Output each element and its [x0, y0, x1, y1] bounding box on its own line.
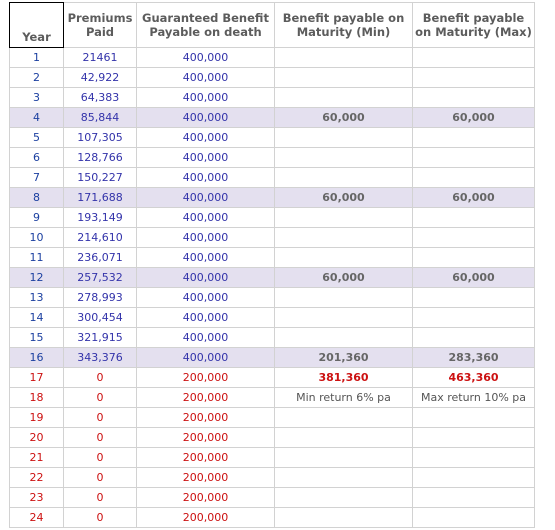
- year-cell: 1: [10, 48, 64, 68]
- maturity-min-cell: [275, 448, 413, 468]
- maturity-min-cell: [275, 288, 413, 308]
- maturity-max-cell: [413, 168, 535, 188]
- table-row: [10, 308, 535, 328]
- death-benefit-cell: 400,000: [137, 88, 275, 108]
- header-row: [10, 3, 535, 48]
- maturity-min-cell: [275, 168, 413, 188]
- table-row: [10, 268, 535, 288]
- maturity-min-cell: [275, 248, 413, 268]
- year-cell: 3: [10, 88, 64, 108]
- maturity-min-cell: [275, 468, 413, 488]
- premium-cell: 0: [64, 388, 137, 408]
- table-row: [10, 108, 535, 128]
- table-row: [10, 328, 535, 348]
- maturity-max-cell: [413, 328, 535, 348]
- maturity-max-cell: 463,360: [413, 368, 535, 388]
- death-benefit-cell: 200,000: [137, 388, 275, 408]
- premium-cell: 0: [64, 368, 137, 388]
- maturity-min-cell: [275, 228, 413, 248]
- death-benefit-cell: 200,000: [137, 368, 275, 388]
- year-cell: 13: [10, 288, 64, 308]
- table-row: [10, 348, 535, 368]
- premium-cell: 64,383: [64, 88, 137, 108]
- death-benefit-cell: 400,000: [137, 108, 275, 128]
- maturity-min-cell: [275, 508, 413, 528]
- year-cell: 9: [10, 208, 64, 228]
- maturity-min-cell: [275, 408, 413, 428]
- death-benefit-cell: 200,000: [137, 468, 275, 488]
- year-cell: 21: [10, 448, 64, 468]
- table-row: [10, 68, 535, 88]
- maturity-max-cell: [413, 128, 535, 148]
- maturity-max-cell: [413, 428, 535, 448]
- maturity-max-cell: [413, 88, 535, 108]
- maturity-max-cell: 283,360: [413, 348, 535, 368]
- year-cell: 24: [10, 508, 64, 528]
- year-cell: 16: [10, 348, 64, 368]
- death-benefit-cell: 400,000: [137, 48, 275, 68]
- death-benefit-cell: 400,000: [137, 168, 275, 188]
- premium-cell: 0: [64, 448, 137, 468]
- year-cell: 15: [10, 328, 64, 348]
- benefit-table: [9, 2, 535, 528]
- table-row: [10, 248, 535, 268]
- table-row: [10, 148, 535, 168]
- table-row: [10, 128, 535, 148]
- death-benefit-cell: 400,000: [137, 128, 275, 148]
- premium-cell: 42,922: [64, 68, 137, 88]
- maturity-max-cell: [413, 488, 535, 508]
- maturity-max-cell: [413, 48, 535, 68]
- maturity-min-cell: [275, 328, 413, 348]
- maturity-min-cell: [275, 48, 413, 68]
- maturity-max-cell: [413, 408, 535, 428]
- table-row: [10, 508, 535, 528]
- maturity-min-cell: 381,360: [275, 368, 413, 388]
- maturity-max-cell: 60,000: [413, 268, 535, 288]
- death-benefit-cell: 400,000: [137, 288, 275, 308]
- premium-cell: 150,227: [64, 168, 137, 188]
- death-benefit-cell: 400,000: [137, 328, 275, 348]
- maturity-min-cell: [275, 88, 413, 108]
- premium-cell: 321,915: [64, 328, 137, 348]
- maturity-max-cell: 60,000: [413, 108, 535, 128]
- maturity-min-cell: 60,000: [275, 108, 413, 128]
- maturity-max-cell: [413, 208, 535, 228]
- year-cell: 6: [10, 148, 64, 168]
- death-benefit-cell: 400,000: [137, 208, 275, 228]
- maturity-min-cell: 60,000: [275, 188, 413, 208]
- year-cell: 14: [10, 308, 64, 328]
- premium-cell: 214,610: [64, 228, 137, 248]
- premium-cell: 0: [64, 508, 137, 528]
- death-benefit-cell: 200,000: [137, 428, 275, 448]
- premium-cell: 0: [64, 408, 137, 428]
- maturity-max-cell: Max return 10% pa: [413, 388, 535, 408]
- maturity-max-cell: [413, 508, 535, 528]
- table-row: [10, 168, 535, 188]
- death-benefit-cell: 400,000: [137, 248, 275, 268]
- table-row: [10, 488, 535, 508]
- maturity-max-cell: 60,000: [413, 188, 535, 208]
- premium-cell: 278,993: [64, 288, 137, 308]
- maturity-min-cell: [275, 68, 413, 88]
- maturity-min-cell: 201,360: [275, 348, 413, 368]
- column-header-maturity-min: Benefit payable on Maturity (Min): [275, 3, 413, 48]
- premium-cell: 21461: [64, 48, 137, 68]
- premium-cell: 85,844: [64, 108, 137, 128]
- benefit-table-container: [9, 2, 535, 528]
- death-benefit-cell: 200,000: [137, 408, 275, 428]
- year-cell: 22: [10, 468, 64, 488]
- column-header-death-benefit: Guaranteed Benefit Payable on death: [137, 3, 275, 48]
- premium-cell: 107,305: [64, 128, 137, 148]
- table-row: [10, 468, 535, 488]
- death-benefit-cell: 400,000: [137, 308, 275, 328]
- premium-cell: 300,454: [64, 308, 137, 328]
- premium-cell: 236,071: [64, 248, 137, 268]
- year-cell: 8: [10, 188, 64, 208]
- table-row: [10, 228, 535, 248]
- table-row: [10, 428, 535, 448]
- year-cell: 18: [10, 388, 64, 408]
- maturity-min-cell: [275, 428, 413, 448]
- table-row: [10, 48, 535, 68]
- column-header-maturity-max: Benefit payable on Maturity (Max): [413, 3, 535, 48]
- premium-cell: 0: [64, 488, 137, 508]
- year-cell: 12: [10, 268, 64, 288]
- year-cell: 20: [10, 428, 64, 448]
- year-cell: 19: [10, 408, 64, 428]
- maturity-max-cell: [413, 308, 535, 328]
- table-header: [10, 3, 535, 48]
- premium-cell: 0: [64, 428, 137, 448]
- table-row: [10, 208, 535, 228]
- death-benefit-cell: 400,000: [137, 188, 275, 208]
- maturity-min-cell: [275, 308, 413, 328]
- year-cell: 7: [10, 168, 64, 188]
- maturity-min-cell: [275, 148, 413, 168]
- table-row: [10, 388, 535, 408]
- maturity-min-cell: [275, 208, 413, 228]
- table-row: [10, 288, 535, 308]
- table-row: [10, 188, 535, 208]
- maturity-max-cell: [413, 148, 535, 168]
- premium-cell: 128,766: [64, 148, 137, 168]
- death-benefit-cell: 400,000: [137, 268, 275, 288]
- year-cell: 11: [10, 248, 64, 268]
- maturity-max-cell: [413, 288, 535, 308]
- maturity-max-cell: [413, 228, 535, 248]
- death-benefit-cell: 200,000: [137, 488, 275, 508]
- maturity-min-cell: 60,000: [275, 268, 413, 288]
- year-cell: 5: [10, 128, 64, 148]
- death-benefit-cell: 200,000: [137, 508, 275, 528]
- year-cell: 10: [10, 228, 64, 248]
- premium-cell: 257,532: [64, 268, 137, 288]
- table-row: [10, 408, 535, 428]
- maturity-max-cell: [413, 68, 535, 88]
- maturity-min-cell: [275, 488, 413, 508]
- maturity-max-cell: [413, 248, 535, 268]
- death-benefit-cell: 200,000: [137, 448, 275, 468]
- premium-cell: 193,149: [64, 208, 137, 228]
- premium-cell: 0: [64, 468, 137, 488]
- premium-cell: 171,688: [64, 188, 137, 208]
- maturity-max-cell: [413, 448, 535, 468]
- year-cell: 4: [10, 108, 64, 128]
- year-cell: 17: [10, 368, 64, 388]
- column-header-premiums: Premiums Paid: [64, 3, 137, 48]
- column-header-year: Year: [10, 3, 64, 48]
- table-row: [10, 88, 535, 108]
- maturity-max-cell: [413, 468, 535, 488]
- maturity-min-cell: Min return 6% pa: [275, 388, 413, 408]
- year-cell: 2: [10, 68, 64, 88]
- year-cell: 23: [10, 488, 64, 508]
- table-row: [10, 448, 535, 468]
- premium-cell: 343,376: [64, 348, 137, 368]
- table-row: [10, 368, 535, 388]
- death-benefit-cell: 400,000: [137, 68, 275, 88]
- maturity-min-cell: [275, 128, 413, 148]
- death-benefit-cell: 400,000: [137, 228, 275, 248]
- death-benefit-cell: 400,000: [137, 348, 275, 368]
- table-body: [10, 48, 535, 528]
- death-benefit-cell: 400,000: [137, 148, 275, 168]
